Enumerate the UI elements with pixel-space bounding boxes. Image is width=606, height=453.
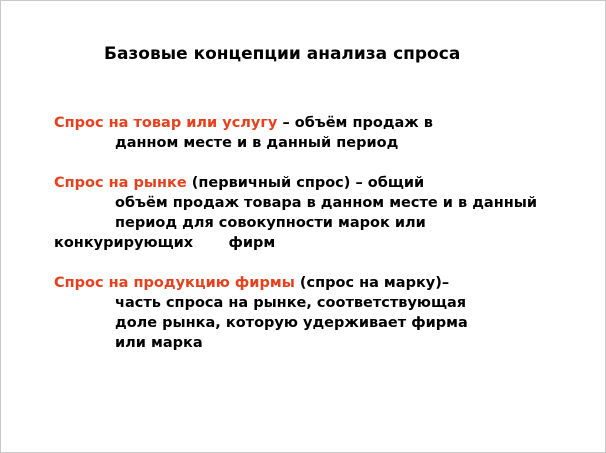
term-demand-market: Спрос на рынке [54,175,187,191]
definition-text: (спрос на марку)– [294,275,450,291]
definition-line: объём продаж товара в данном месте и в данный [115,195,538,211]
term-demand-product: Спрос на товар или услугу [54,115,278,131]
definition-first-line-1 [54,113,433,133]
definition-line: конкурирующих фирм [54,235,276,251]
definition-text: – объём продаж в [277,115,433,131]
slide-title: Базовые концепции анализа спроса [104,44,461,64]
definition-line: или марка [115,335,203,351]
definition-text: (первичный спрос) – общий [186,175,425,191]
definition-first-line-2 [54,173,424,193]
definition-line: период для совокупности марок или [115,215,426,231]
definition-first-line-3 [54,273,449,293]
definition-line: часть спроса на рынке, соответствующая [115,295,467,311]
term-demand-firm: Спрос на продукцию фирмы [54,275,295,291]
definition-line: доле рынка, которую удерживает фирма [115,315,468,331]
definition-line: данном месте и в данный период [115,135,399,151]
